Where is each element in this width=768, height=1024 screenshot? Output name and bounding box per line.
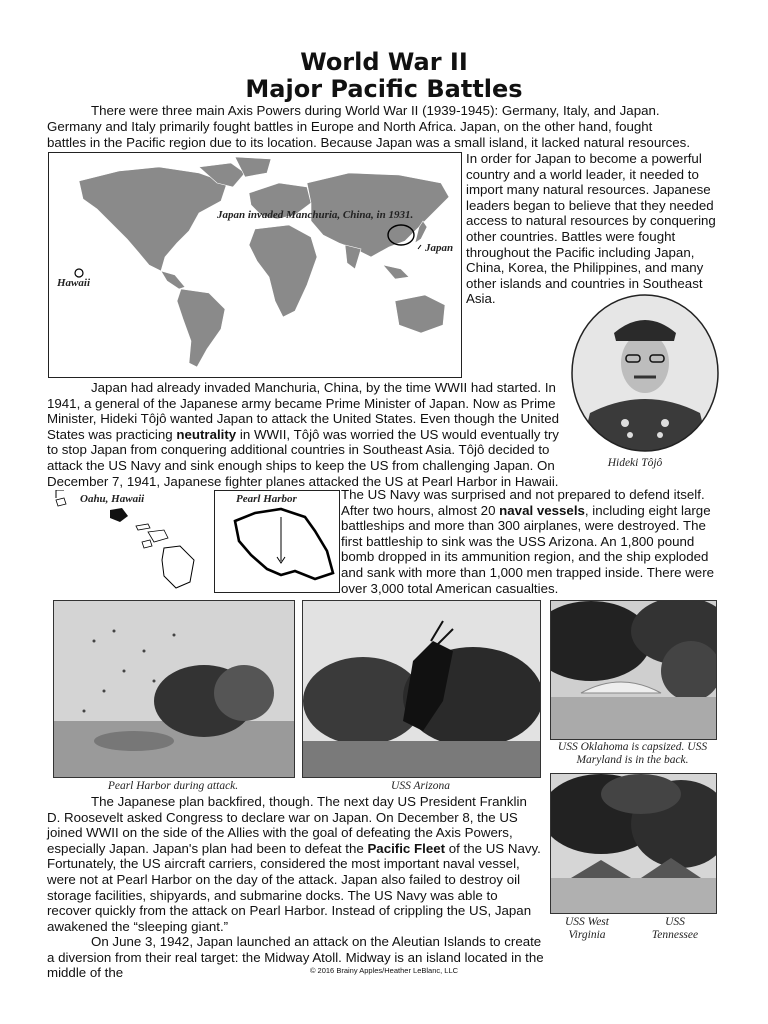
paragraph-attack-part-2: , including eight large battleships and more than 300 airplanes, were destroyed. The first battleship to sink was the USS Arizona. An 1,800 pound bomb dropped in its ammunition region, and the ship exploded and sank with more than 1,000 men trapped inside. There were over 3,000 total American casualties.	[341, 502, 715, 596]
paragraph-tojo	[47, 380, 567, 489]
manchuria-label: Japan invaded Manchuria, China, in 1931.	[217, 209, 414, 221]
pearl-harbor-map	[214, 490, 340, 593]
pearl-harbor-graphic	[215, 491, 339, 592]
hawaii-label: Hawaii	[57, 277, 91, 289]
paragraph-midway: On June 3, 1942, Japan launched an attack on the Aleutian Islands to create a diversion from their real target: the Midway Atoll. Midway is an island located in the middle of the	[47, 934, 544, 981]
caption-uss-west-virginia: USS West Virginia	[565, 916, 609, 941]
tojo-caption: Hideki Tôjô	[607, 457, 663, 469]
tojo-portrait-graphic	[570, 293, 720, 453]
photo-uss-arizona-graphic	[303, 601, 540, 777]
photo-uss-arizona	[302, 600, 541, 778]
term-pacific-fleet: Pacific Fleet	[367, 840, 446, 856]
caption-pearl-harbor-attack: Pearl Harbor during attack.	[107, 780, 239, 792]
intro-line-3: battles in the Pacific region due to its location. Because Japan was a small island, it lacked natural resources.	[47, 135, 691, 150]
paragraph-tojo-part-1: Japan had already invaded Manchuria, China, by the time WWII had started. In 1941, a general of the Japanese army became Prime Minister of Japan. Now as Prime Minister, Hideki Tôjô wanted Japan to attack the United States. Even though the United States was practicing	[47, 380, 559, 442]
photo-pearl-harbor-attack-graphic	[54, 601, 294, 777]
intro-line-2: Germany and Italy primarily fought battles in Europe and North Africa. Japan, on the other hand, fought	[47, 119, 653, 134]
oahu-label: Oahu, Hawaii	[80, 493, 145, 505]
copyright-footer: © 2016 Brainy Apples/Heather LeBlanc, LLC	[309, 966, 459, 975]
intro-line-1: There were three main Axis Powers during World War II (1939-1945): Germany, Italy, and Japan.	[91, 103, 660, 118]
caption-uss-oklahoma: USS Oklahoma is capsized. USS Maryland is in the back.	[557, 741, 708, 766]
paragraph-aftermath-part-1: The Japanese plan backfired, though. The next day US President Franklin D. Roosevelt asked Congress to declare war on Japan. On December 8, the US joined WWII on the side of the Allies with the goal of defeating the Axis Powers, especially Japan. Japan's plan had been to defeat the	[47, 794, 527, 856]
photo-west-virginia-tennessee	[550, 773, 717, 914]
paragraph-aftermath-part-2: of the US Navy. Fortunately, the US aircraft carriers, considered the most important naval vessel, were not at Pearl Harbor on the day of the attack. Japan also failed to destroy oil storage facilities, shipyards, and submarine docks. The US Navy was able to recover quickly from the attack on Pearl Harbor. Instead of crippling the US, Japan awakened the “sleeping giant.”	[47, 840, 541, 934]
photo-west-virginia-tennessee-graphic	[551, 774, 716, 913]
caption-uss-tennessee: USS Tennessee	[651, 916, 699, 941]
paragraph-tojo-part-2: in WWII, Tôjô was worried the US would eventually try to stop Japan from conquering additional countries in Southeast Asia. Tôjô decided to attack the US Navy and sink enough ships to keep the US from challenging Japan. On December 7, 1941, Japanese fighter planes attacked the US at Pearl Harbor in Hawaii.	[47, 426, 559, 489]
page-title: World War II	[300, 48, 468, 76]
hawaii-islands-map	[52, 490, 202, 594]
caption-uss-arizona: USS Arizona	[391, 780, 450, 792]
photo-uss-oklahoma-graphic	[551, 601, 716, 739]
photo-uss-oklahoma	[550, 600, 717, 740]
intro-right-text: In order for Japan to become a powerful country and a world leader, it needed to import many natural resources. Japanese leaders began to believe that they needed access to natural resources by conquering other countries. Battles were fought throughout the Pacific including Japan, China, Korea, the Philippines, and many other islands and countries in Southeast Asia.	[466, 151, 716, 307]
world-map	[48, 152, 462, 378]
paragraph-attack-part-1: The US Navy was surprised and not prepared to defend itself. After two hours, almost 20	[341, 487, 705, 518]
paragraph-aftermath	[47, 794, 541, 934]
tojo-portrait	[570, 293, 720, 453]
japan-label: Japan	[425, 242, 454, 254]
term-naval-vessels: naval vessels	[499, 502, 585, 518]
hawaii-islands-graphic	[52, 490, 202, 594]
pearl-harbor-label: Pearl Harbor	[236, 493, 297, 505]
photo-pearl-harbor-attack	[53, 600, 295, 778]
world-map-graphic	[49, 153, 461, 377]
page-subtitle: Major Pacific Battles	[245, 75, 523, 103]
paragraph-attack	[341, 487, 723, 596]
term-neutrality: neutrality	[176, 426, 237, 442]
